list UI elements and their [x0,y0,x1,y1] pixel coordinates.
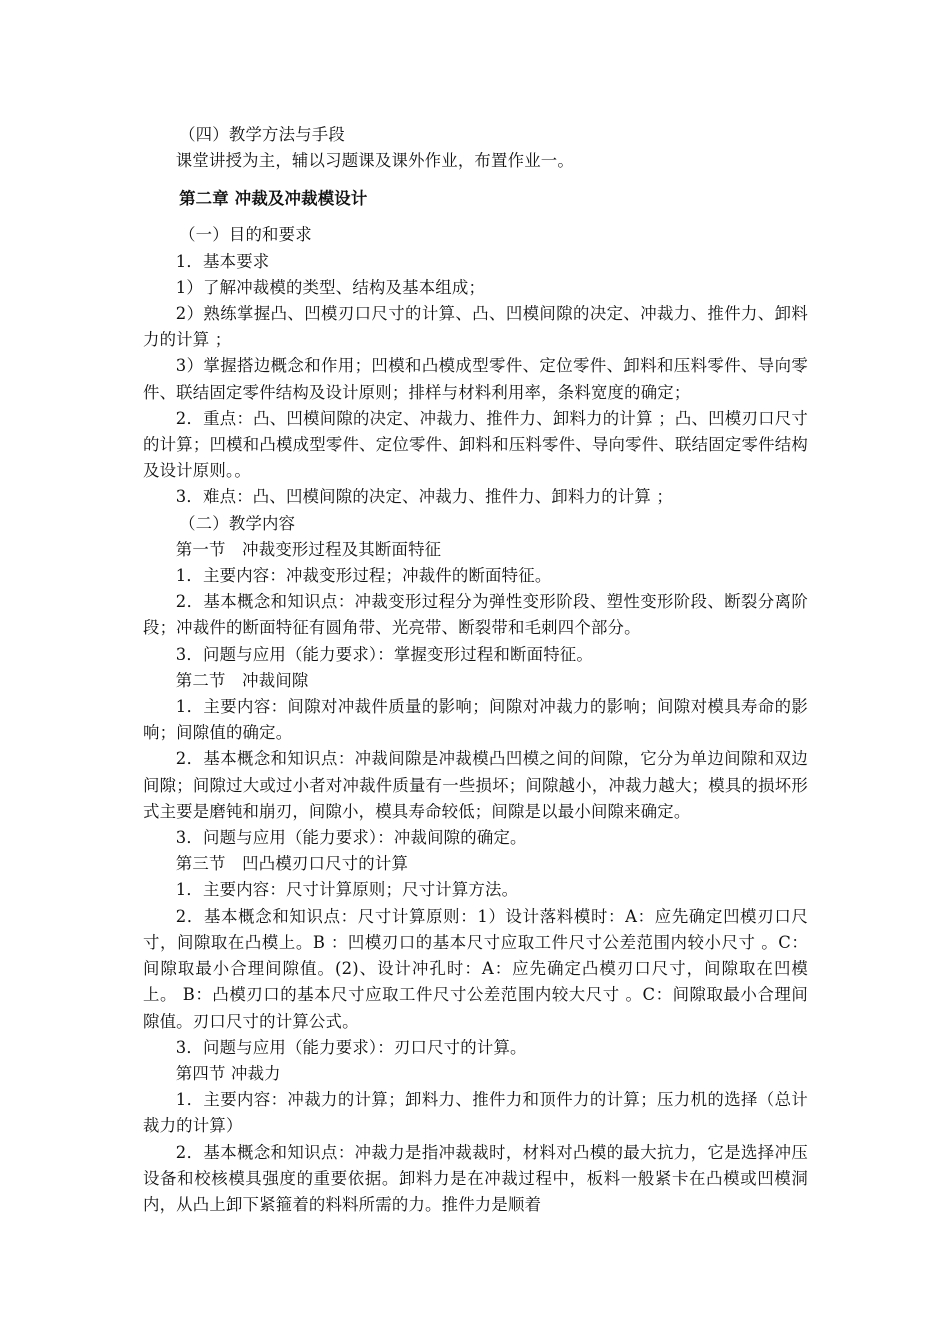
paragraph-requirement-1: 1）了解冲裁模的类型、结构及基本组成； [175,277,486,297]
section-heading-teaching-methods: （四）教学方法与手段 [179,125,345,144]
section-3-title: 第三节 凹凸模刃口尺寸的计算 [175,854,409,874]
section-3-main-content: 1．主要内容：尺寸计算原则；尺寸计算方法。 [175,880,519,900]
paragraph-key-points: 2．重点：凸、凹模间隙的决定、冲裁力、推件力、卸料力的计算 ；凸、凹模刃口尺寸的计算；凹模和凸模成型零件、定位零件、卸料和压料零件、导向零件、联结固定零件结构及设计原则。。 [143,408,808,481]
section-2-application: 3．问题与应用（能力要求）：冲裁间隙的确定。 [175,828,527,848]
section-3-concepts: 2．基本概念和知识点：尺寸计算原则：1）设计落料模时：A：应先确定凹模刃口尺寸，间隙取在凸模上。B ：凹模刃口的基本尺寸应取工件尺寸公差范围内较小尺寸 。C：间隙取最小合理间隙值。(2)、设计冲孔时：A：应先确定凸模刃口尺寸，间隙取在凹模上。 B：凸模刃口的基本尺寸应取工件尺寸公差范围内较大尺寸 。C：间隙取最小合理间隙值。刃口尺寸的计算公式。 [143,906,808,1031]
section-2-title: 第二节 冲裁间隙 [175,670,309,690]
paragraph-requirement-3: 3）掌握搭边概念和作用；凹模和凸模成型零件、定位零件、卸料和压料零件、导向零件、联结固定零件结构及设计原则；排样与材料利用率，条料宽度的确定； [143,356,808,402]
section-1-concepts: 2．基本概念和知识点：冲裁变形过程分为弹性变形阶段、塑性变形阶段、断裂分离阶段；冲裁件的断面特征有圆角带、光亮带、断裂带和毛刺四个部分。 [143,592,808,638]
section-4-concepts: 2．基本概念和知识点：冲裁力是指冲裁裁时，材料对凸模的最大抗力，它是选择冲压设备和校核模具强度的重要依据。卸料力是在冲裁过程中，板料一般紧卡在凸模或凹模洞内，从凸上卸下紧箍着的料料所需的力。推件力是顺着 [143,1142,808,1214]
section-2-concepts: 2．基本概念和知识点：冲裁间隙是冲裁模凸凹模之间的间隙，它分为单边间隙和双边间隙；间隙过大或过小者对冲裁件质量有一些损坏；间隙越小，冲裁力越大；模具的损坏形式主要是磨钝和崩刃，间隙小，模具寿命较低；间隙是以最小间隙来确定。 [143,749,808,821]
document-body [143,122,808,1218]
paragraph-basic-requirements: 1．基本要求 [175,251,270,271]
section-heading-content: （二）教学内容 [179,513,296,533]
section-1-application: 3．问题与应用（能力要求）：掌握变形过程和断面特征。 [175,644,593,664]
paragraph-teaching-methods: 课堂讲授为主，辅以习题课及课外作业，布置作业一。 [175,151,574,171]
paragraph-difficulties: 3．难点：凸、凹模间隙的决定、冲裁力、推件力、卸料力的计算 ； [175,487,673,507]
section-4-main-content: 1．主要内容：冲裁力的计算；卸料力、推件力和顶件力的计算；压力机的选择（总计裁力的计算） [143,1090,808,1136]
section-4-title: 第四节 冲裁力 [175,1063,281,1083]
section-1-title: 第一节 冲裁变形过程及其断面特征 [175,539,442,559]
section-heading-objectives: （一）目的和要求 [179,225,312,245]
chapter-title: 第二章 冲裁及冲裁模设计 [179,189,368,209]
section-3-application: 3．问题与应用（能力要求）：刃口尺寸的计算。 [175,1037,527,1057]
section-1-main-content: 1．主要内容：冲裁变形过程；冲裁件的断面特征。 [175,566,552,586]
paragraph-requirement-2: 2）熟练掌握凸、凹模刃口尺寸的计算、凸、凹模间隙的决定、冲裁力、推件力、卸料力的计算 ； [143,304,808,350]
section-2-main-content: 1．主要内容：间隙对冲裁件质量的影响；间隙对冲裁力的影响；间隙对模具寿命的影响；间隙值的确定。 [143,697,808,743]
